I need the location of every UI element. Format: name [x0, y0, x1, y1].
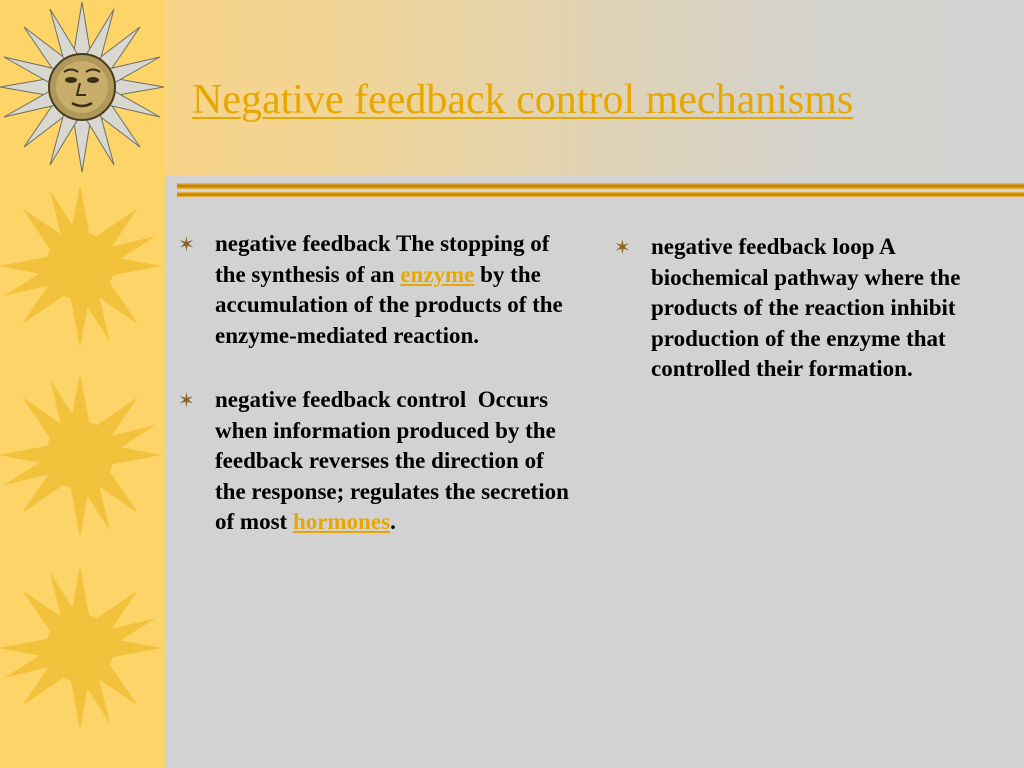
sun-icon [0, 178, 165, 353]
bullet-text: negative feedback loop A biochemical pathway where the products of the reaction inhibit production of the enzyme that controlled their formation. [651, 234, 961, 381]
bullet-text: negative feedback control Occurs when information produced by the feedback reverses the direction of the response; regulates the secretion of most [215, 387, 569, 534]
star-bullet-icon: ✶ [178, 232, 195, 256]
sun-icon [0, 560, 165, 735]
enzyme-link[interactable]: enzyme [400, 261, 475, 287]
right-column [614, 232, 1014, 419]
bullet-item [614, 232, 1014, 385]
star-bullet-icon: ✶ [614, 235, 631, 259]
bullet-item [178, 229, 578, 351]
sun-face-icon [0, 0, 165, 175]
bullet-item [178, 385, 578, 538]
hormones-link[interactable]: hormones [292, 509, 391, 534]
sun-icon [0, 370, 165, 545]
title-divider [177, 181, 1024, 199]
bullet-text: negative feedback The stopping of the synthesis of an [215, 231, 550, 287]
bullet-text: by the accumulation of the products of the enzyme-mediated reaction. [215, 261, 563, 348]
star-bullet-icon: ✶ [178, 388, 195, 412]
left-column [178, 229, 578, 572]
slide-title: Negative feedback control mechanisms [192, 77, 854, 123]
bullet-text: . [390, 509, 396, 534]
